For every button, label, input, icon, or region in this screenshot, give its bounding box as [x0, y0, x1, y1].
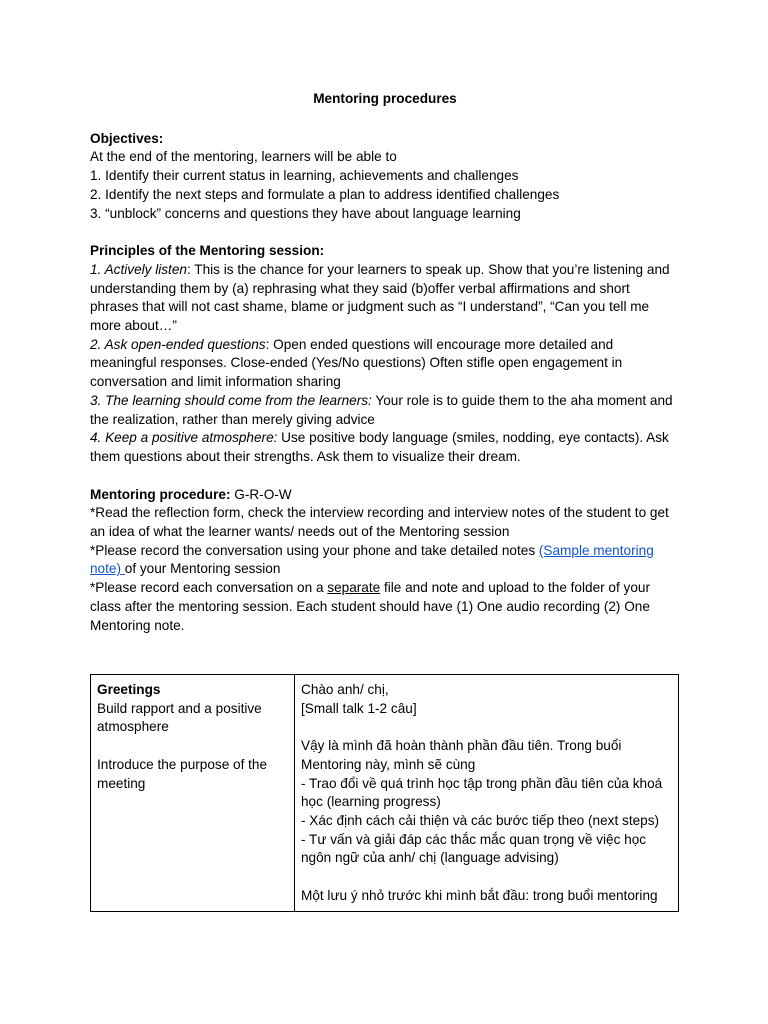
procedure-heading-line	[90, 486, 680, 505]
procedure-section	[90, 486, 680, 636]
principle-label: 3. The learning should come from the learners:	[90, 392, 372, 408]
greetings-left-cell	[91, 675, 295, 912]
principles-heading: Principles of the Mentoring session:	[90, 243, 325, 259]
separate-underlined: separate	[327, 580, 381, 596]
sample-mentoring-note-link[interactable]: (Sample mentoring note)	[90, 542, 654, 577]
objective-item: 1. Identify their current status in learning, achievements and challenges	[90, 168, 519, 184]
principle-label: 2. Ask open-ended questions	[90, 336, 266, 352]
principle-item	[90, 336, 680, 392]
greetings-heading: Greetings	[97, 682, 161, 697]
page-title: Mentoring procedures	[313, 91, 457, 106]
objectives-heading: Objectives:	[90, 130, 164, 146]
table-row	[91, 675, 679, 912]
procedure-line-text: *Please record each conversation on a	[90, 580, 328, 596]
procedure-line-text: *Please record the conversation using your phone and take detailed notes	[90, 542, 539, 558]
objective-item: 3. “unblock” concerns and questions they have about language learning	[90, 205, 521, 221]
procedure-line-text: file and note and upload to the folder of your class after the mentoring session. Each student should have (1) One audio recording (2) One Mentoring note.	[90, 580, 650, 633]
procedure-heading: Mentoring procedure:	[90, 486, 231, 502]
principle-text: : Open ended questions will encourage more detailed and meaningful responses. Close-ended (Yes/No questions) Often stifle open engagement in conversation and limit information sharing	[90, 336, 623, 390]
script-line: - Trao đổi về quá trình học tập trong phần đầu tiên của khoá học (learning progress)	[301, 775, 663, 810]
greetings-purpose: Introduce the purpose of the meeting	[97, 756, 268, 791]
objective-item: 2. Identify the next steps and formulate a plan to address identified challenges	[90, 186, 560, 202]
principle-item	[90, 429, 680, 466]
greetings-purpose: Build rapport and a positive atmosphere	[97, 700, 262, 735]
principle-text: Your role is to guide them to the aha moment and the realization, rather than merely giving advice	[90, 392, 673, 427]
procedure-line-text: of your Mentoring session	[124, 561, 281, 577]
objectives-intro: At the end of the mentoring, learners will be able to	[90, 149, 397, 165]
script-line: Một lưu ý nhỏ trước khi mình bắt đầu: trong buổi mentoring	[301, 887, 658, 903]
script-line: [Small talk 1-2 câu]	[301, 700, 417, 716]
procedure-line: *Read the reflection form, check the interview recording and interview notes of the student to get an idea of what the learner wants/ needs out of the Mentoring session	[90, 505, 669, 540]
principle-text: : This is the chance for your learners to speak up. Show that you’re listening and understanding them by (a) rephrasing what they said (b)offer verbal affirmations and short phrases that will not cast shame, blame or judgment such as “I understand”, “Can you tell me more about…”	[90, 261, 670, 334]
principle-label: 1. Actively listen	[90, 261, 187, 277]
principle-text: Use positive body language (smiles, nodding, eye contacts). Ask them questions about their strengths. Ask them to visualize their dream.	[90, 430, 669, 464]
procedure-line	[90, 542, 680, 579]
script-line: - Xác định cách cải thiện và các bước tiếp theo (next steps)	[301, 812, 660, 828]
script-line: Chào anh/ chị,	[301, 682, 389, 697]
principle-label: 4. Keep a positive atmosphere:	[90, 430, 278, 446]
procedure-model: G-R-O-W	[230, 486, 292, 502]
script-line: Vậy là mình đã hoàn thành phần đầu tiên. Trong buổi Mentoring này, mình sẽ cùng	[301, 738, 622, 772]
greetings-table	[90, 674, 679, 912]
greetings-right-cell	[295, 675, 679, 912]
principle-item	[90, 392, 680, 429]
script-line: - Tư vấn và giải đáp các thắc mắc quan trọng về việc học ngôn ngữ của anh/ chị (language advising)	[301, 831, 647, 866]
procedure-line	[90, 579, 680, 635]
objectives-section	[90, 130, 680, 224]
document-page	[90, 90, 680, 654]
principles-section	[90, 242, 680, 466]
principle-item	[90, 261, 680, 336]
